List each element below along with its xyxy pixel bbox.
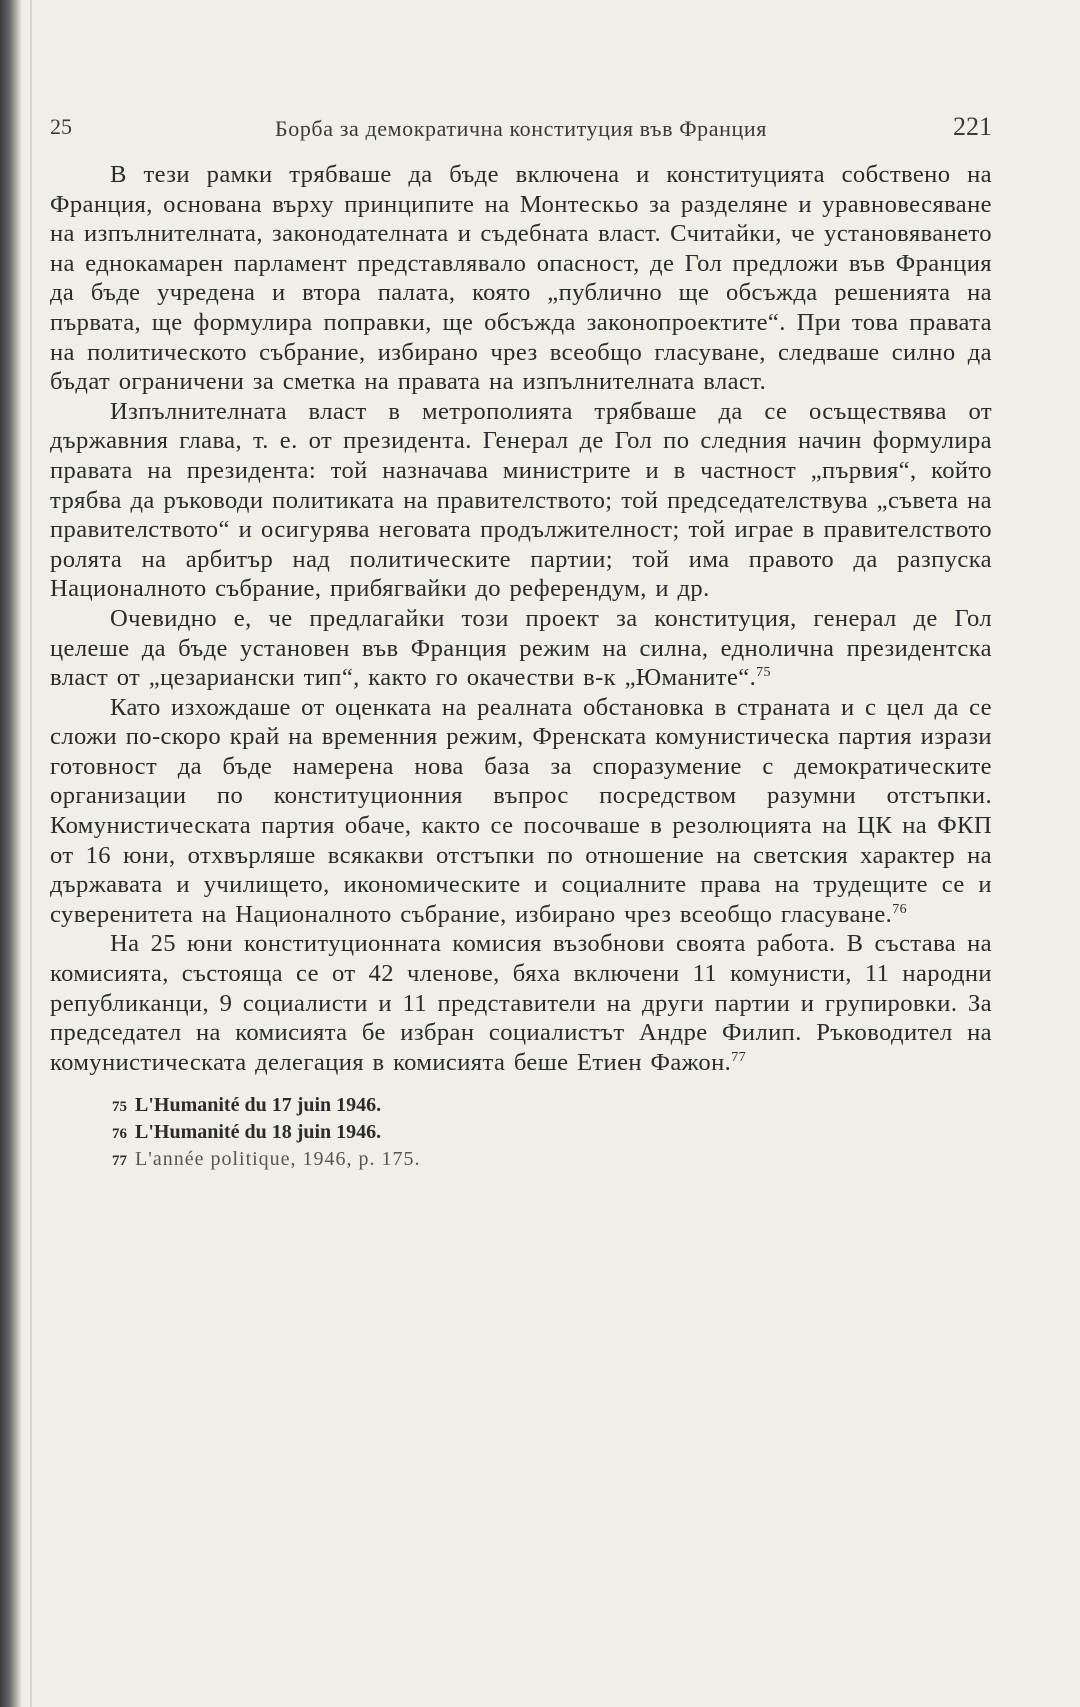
paragraph-text: Изпълнителната власт в метрополията трябваше да се осъществява от държавния глава, т. е. от президента. Генерал де Гол по следния начин формулира правата на президента: той назначава министрите и в частност „първия“, който трябва да ръководи политиката на правителството; той председателствува „съвета на правителството“ и осигурява неговата продължителност; той играе в правителството ролята на арбитър над политическите партии; той има правото да разпуска Националното събрание, прибягвайки до референдум, и др. (50, 397, 992, 603)
footnote-ref: 77 (731, 1049, 747, 1065)
footnote (112, 1093, 992, 1120)
paragraph (50, 693, 992, 930)
footnotes (50, 1093, 992, 1174)
paragraph (50, 929, 992, 1077)
footnote-text: L'Humanité du 18 juin 1946. (135, 1121, 382, 1144)
paragraph-text: В тези рамки трябваше да бъде включена и конституцията собствено на Франция, основана върху принципите на Монтескьо за разделяне и уравновесяване на изпълнителната, законодателната и съдебната власт. Считайки, че установяването на еднокамарен парламент представлявало опасност, де Гол предложи във Франция да бъде учредена и втора палата, която „публично ще обсъжда решенията на първата, ще формулира поправки, ще обсъжда законопроектите“. При това правата на политическото събрание, избирано чрез всеобщо гласуване, следваше силно да бъдат ограничени за сметка на правата на изпълнителната власт. (50, 161, 992, 396)
paragraph (50, 604, 992, 693)
paragraph-text: Като изхождаше от оценката на реалната обстановка в страната и с цел да се сложи по-скоро край на временния режим, Френската комунистическа партия изрази готовност да бъде намерена нова база за споразумение с демократическите организации по конституционния въпрос посредством разумни отстъпки. Комунистическата партия обаче, както се посочваше в резолюцията на ЦК на ФКП от 16 юни, отхвърляше всякакви отстъпки по отношение на светския характер на държавата и училището, икономическите и социалните права на трудещите се и суверенитета на Националното събрание, избирано чрез всеобщо гласуване. (50, 693, 992, 928)
book-spine-shadow (0, 0, 22, 1707)
running-title: Борба за демократична конституция във Франция (275, 116, 767, 141)
footnote-ref: 75 (756, 664, 771, 680)
footnote-ref: 76 (892, 901, 908, 917)
footnote-number: 76 (112, 1126, 127, 1143)
running-header (50, 108, 992, 148)
footnote-number: 77 (112, 1153, 127, 1170)
page-number: 221 (953, 112, 992, 141)
footnote-text: L'Humanité du 17 juin 1946. (135, 1094, 382, 1117)
paragraph (50, 397, 992, 604)
footnote (112, 1147, 992, 1174)
paragraph-text: Очевидно е, че предлагайки този проект за конституция, генерал де Гол целеше да бъде установен във Франция режим на силна, еднолична президентска власт от „цезариански тип“, както го окачестви в-к „Юманите“. (50, 604, 992, 692)
gutter-line (30, 0, 32, 1707)
footnote-number: 75 (112, 1099, 127, 1116)
book-page (50, 108, 992, 1174)
paragraph (50, 160, 992, 397)
page-body (50, 160, 992, 1077)
footnote-text: L'année politique, 1946, p. 175. (135, 1148, 421, 1171)
footnote (112, 1120, 992, 1147)
chapter-number: 25 (50, 114, 72, 139)
paragraph-text: На 25 юни конституционната комисия възобнови своята работа. В състава на комисията, състояща се от 42 членове, бяха включени 11 комунисти, 11 народни републиканци, 9 социалисти и 11 представители на други партии и групировки. За председател на комисията бе избран социалистът Андре Филип. Ръководител на комунистическата делегация в комисията беше Етиен Фажон. (50, 930, 992, 1076)
